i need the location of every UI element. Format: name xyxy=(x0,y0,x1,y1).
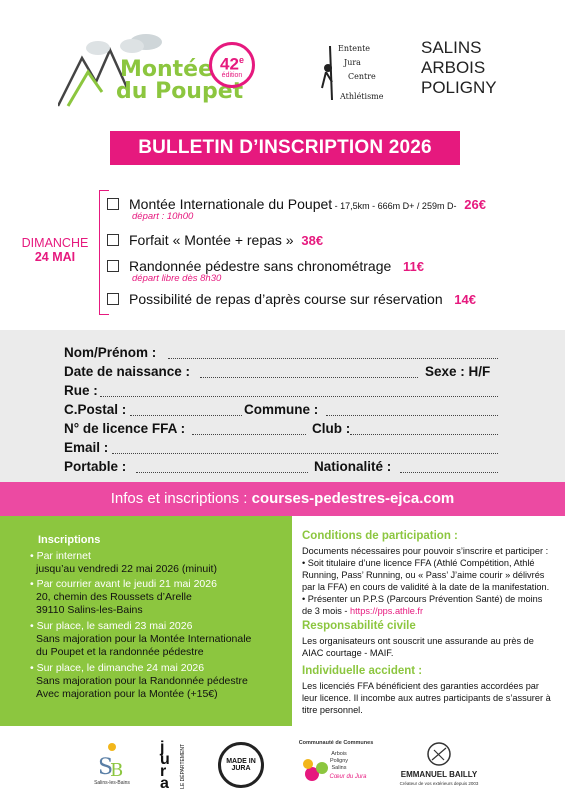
ejca-word-1: Entente xyxy=(338,44,371,53)
label-naissance: Date de naissance : xyxy=(64,364,191,379)
jura-logo xyxy=(160,739,196,792)
label-licence: N° de licence FFA : xyxy=(64,421,186,436)
conditions-p2 xyxy=(302,593,554,617)
label-commune: Commune : xyxy=(244,402,319,417)
event-date xyxy=(14,236,96,264)
option-forfait[interactable] xyxy=(107,232,323,248)
jura-text: jura xyxy=(160,739,170,792)
checkbox-montee[interactable] xyxy=(107,198,119,210)
conditions-p1: • Soit titulaire d’une licence FFA (Athlé Compétition, Athlé Running, Pass’ Running, ou « Pass’ J’aime courir » délivrés par la FFA) en cours de validité à la date de la manifestation. xyxy=(302,558,550,592)
comcom-towns xyxy=(324,751,354,772)
insc-head-4: • Sur place, le dimanche 24 mai 2026 xyxy=(30,662,205,674)
option-rando-sub: départ libre dès 8h30 xyxy=(132,273,222,284)
label-nom: Nom/Prénom : xyxy=(64,345,157,360)
insc-line-4-1: Sans majoration pour la Randonnée pédestre xyxy=(36,675,248,687)
field-nom[interactable] xyxy=(168,358,498,359)
bailly-logo xyxy=(396,740,482,795)
comcom-sign: Cœur du Jura xyxy=(329,774,367,780)
insc-line-3-2: du Poupet et la randonnée pédestre xyxy=(36,646,204,658)
ejca-logo xyxy=(318,38,408,108)
infos-bar xyxy=(0,482,565,516)
insc-line-4-2: Avec majoration pour la Montée (+15€) xyxy=(36,688,218,700)
option-rando-label: Randonnée pédestre sans chronométrage xyxy=(129,258,392,274)
city-2: ARBOIS xyxy=(421,58,486,77)
inscriptions-panel xyxy=(0,516,292,726)
edition-label: édition xyxy=(221,71,243,79)
comcom-town-1: Arbois xyxy=(331,751,347,757)
insc-line-1-1: jusqu’au vendredi 22 mai 2026 (minuit) xyxy=(36,563,217,575)
field-club[interactable] xyxy=(350,434,498,435)
option-montee[interactable] xyxy=(107,196,486,212)
event-title-line2: du Poupet xyxy=(116,79,244,104)
comcom-town-2: Poligny xyxy=(329,758,349,764)
jura-sub: LE DÉPARTEMENT xyxy=(180,744,186,789)
insc-head-2: • Par courrier avant le jeudi 21 mai 2026 xyxy=(30,578,217,590)
city-1: SALINS xyxy=(421,38,482,57)
insc-head-1: • Par internet xyxy=(30,550,91,562)
field-commune[interactable] xyxy=(326,415,498,416)
field-portable[interactable] xyxy=(136,472,308,473)
option-repas-label: Possibilité de repas d’après course sur réservation xyxy=(129,291,443,307)
field-nationalite[interactable] xyxy=(400,472,498,473)
event-title-line1: Montée xyxy=(120,57,214,82)
label-nationalite: Nationalité : xyxy=(314,459,392,474)
option-rando[interactable] xyxy=(107,258,424,274)
insc-head-3: • Sur place, le samedi 23 mai 2026 xyxy=(30,620,193,632)
checkbox-rando[interactable] xyxy=(107,260,119,272)
bailly-name: EMMANUEL BAILLY xyxy=(400,770,478,779)
made-in-text: MADE IN JURA xyxy=(226,758,256,772)
checkbox-repas[interactable] xyxy=(107,293,119,305)
bailly-emblem-icon xyxy=(396,740,482,770)
insc-line-2-2: 39110 Salins-les-Bains xyxy=(36,604,143,616)
comcom-logo xyxy=(296,740,376,795)
comcom-town-3: Salins xyxy=(331,765,347,771)
option-rando-price: 11€ xyxy=(402,259,424,274)
svg-text:B: B xyxy=(110,760,124,780)
insc-line-2-1: 20, chemin des Roussets d’Arelle xyxy=(36,591,192,603)
infos-link[interactable]: courses-pedestres-ejca.com xyxy=(251,490,455,507)
checkbox-forfait[interactable] xyxy=(107,234,119,246)
conditions-p2-text: • Présenter un P.P.S (Parcours Prévention Santé) de moins de 3 mois - xyxy=(302,594,543,616)
field-email[interactable] xyxy=(112,453,498,454)
salins-sb-icon xyxy=(92,740,132,780)
field-naissance[interactable] xyxy=(200,377,418,378)
svg-text:S: S xyxy=(98,755,114,780)
label-email: Email : xyxy=(64,440,109,455)
label-sexe[interactable]: Sexe : H/F xyxy=(425,364,491,379)
option-montee-sub: départ : 10h00 xyxy=(132,211,194,222)
field-cp[interactable] xyxy=(130,415,242,416)
indiv-text: Les licenciés FFA bénéficient des garanties accordées par leur licence. Il incombe aux autres participants de s’assurer à titre personnel. xyxy=(302,681,551,715)
bulletin-title: BULLETIN D’INSCRIPTION 2026 xyxy=(110,131,460,165)
option-forfait-label: Forfait « Montée + repas » xyxy=(129,232,294,248)
ejca-word-3: Centre xyxy=(348,72,376,81)
inscriptions-title: Inscriptions xyxy=(38,534,101,546)
comcom-title: Communauté de Communes xyxy=(298,740,374,746)
edition-badge xyxy=(209,42,255,88)
option-montee-label: Montée Internationale du Poupet xyxy=(129,196,333,212)
bailly-sub: Créateur de vos extérieurs depuis 2003 xyxy=(399,781,479,786)
option-repas[interactable] xyxy=(107,291,476,307)
option-montee-detail: - 17,5km - 666m D+ / 259m D- xyxy=(332,201,457,211)
conditions-title: Conditions de participation : xyxy=(302,530,458,542)
edition-number: 42 xyxy=(220,54,239,74)
made-in-jura-logo xyxy=(218,742,264,788)
label-rue: Rue : xyxy=(64,383,98,398)
field-rue[interactable] xyxy=(100,396,498,397)
conditions-intro: Documents nécessaires pour pouvoir s’inscrire et participer : xyxy=(302,546,549,556)
option-forfait-price: 38€ xyxy=(301,233,324,248)
edition-suffix: e xyxy=(238,55,244,65)
event-day-date: 24 MAI xyxy=(34,250,76,264)
city-list xyxy=(421,38,521,98)
event-day: DIMANCHE xyxy=(21,236,89,250)
indiv-title: Individuelle accident : xyxy=(302,665,423,677)
resp-text: Les organisateurs ont souscrit une assurande au près de AIAC courtage - MAIF. xyxy=(302,636,534,658)
ejca-word-2: Jura xyxy=(344,58,361,67)
field-licence[interactable] xyxy=(192,434,306,435)
city-3: POLIGNY xyxy=(421,78,497,97)
option-montee-price: 26€ xyxy=(464,197,486,212)
ejca-word-4: Athlétisme xyxy=(340,92,384,101)
label-club: Club : xyxy=(312,421,351,436)
option-repas-price: 14€ xyxy=(454,292,476,307)
label-cp: C.Postal : xyxy=(64,402,127,417)
insc-line-3-1: Sans majoration pour la Montée Internationale xyxy=(36,633,252,645)
infos-prefix: Infos et inscriptions : xyxy=(110,490,252,507)
salins-logo xyxy=(92,740,132,790)
pps-link[interactable]: https://pps.athle.fr xyxy=(350,606,424,616)
label-portable: Portable : xyxy=(64,459,127,474)
resp-title: Responsabilité civile xyxy=(302,620,416,632)
salins-text: Salins-les-Bains xyxy=(94,780,130,786)
